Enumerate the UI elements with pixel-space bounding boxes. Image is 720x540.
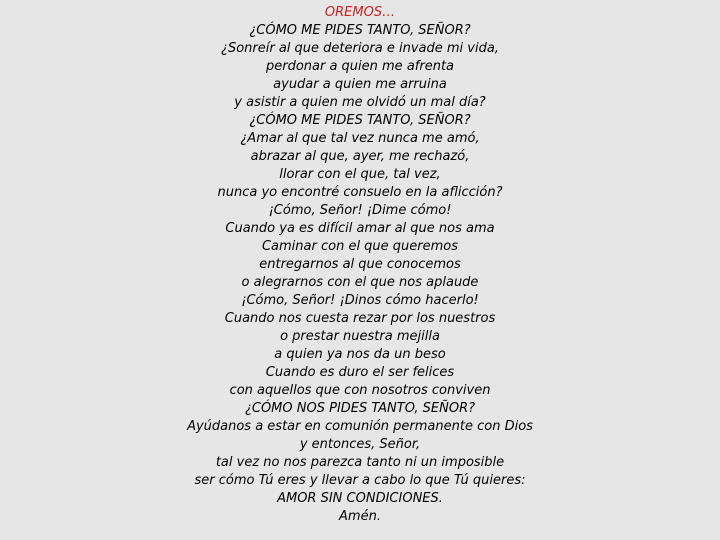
poem-line: Amén. bbox=[339, 509, 381, 524]
poem-line: nunca yo encontré consuelo en la aflicción? bbox=[217, 185, 503, 200]
poem-line: Cuando ya es difícil amar al que nos ama bbox=[225, 221, 495, 236]
poem-line: o prestar nuestra mejilla bbox=[280, 329, 440, 344]
poem-line: y asistir a quien me olvidó un mal día? bbox=[234, 95, 486, 110]
poem-line: abrazar al que, ayer, me rechazó, bbox=[250, 149, 470, 164]
poem-title: OREMOS… bbox=[324, 5, 396, 20]
poem-line: ¿CÓMO NOS PIDES TANTO, SEÑOR? bbox=[244, 401, 476, 416]
poem-line: perdonar a quien me afrenta bbox=[265, 59, 455, 74]
poem-line: Cuando nos cuesta rezar por los nuestros bbox=[224, 311, 496, 326]
poem-line: ¿Amar al que tal vez nunca me amó, bbox=[240, 131, 480, 146]
poem-line: Cuando es duro el ser felices bbox=[265, 365, 455, 380]
poem-line: ¿CÓMO ME PIDES TANTO, SEÑOR? bbox=[249, 113, 471, 128]
poem-line: con aquellos que con nosotros conviven bbox=[229, 383, 491, 398]
poem-line: ¿Sonreír al que deteriora e invade mi vida, bbox=[221, 41, 499, 56]
poem-line: ayudar a quien me arruina bbox=[273, 77, 447, 92]
poem-body bbox=[0, 22, 720, 526]
poem-line: ¡Cómo, Señor! ¡Dinos cómo hacerlo! bbox=[241, 293, 479, 308]
poem-line: o alegrarnos con el que nos aplaude bbox=[241, 275, 479, 290]
poem-line: llorar con el que, tal vez, bbox=[279, 167, 441, 182]
poem-line: tal vez no nos parezca tanto ni un imposible bbox=[215, 455, 505, 470]
poem-line: Ayúdanos a estar en comunión permanente con Dios bbox=[187, 419, 533, 434]
poem-line: entregarnos al que conocemos bbox=[259, 257, 461, 272]
poem-line: y entonces, Señor, bbox=[299, 437, 421, 452]
poem-line: Caminar con el que queremos bbox=[261, 239, 459, 254]
poem-line: ¿CÓMO ME PIDES TANTO, SEÑOR? bbox=[249, 23, 471, 38]
poem-line: ¡Cómo, Señor! ¡Dime cómo! bbox=[268, 203, 452, 218]
poem-line: ser cómo Tú eres y llevar a cabo lo que Tú quieres: bbox=[194, 473, 526, 488]
poem-line: a quien ya nos da un beso bbox=[274, 347, 446, 362]
poem-line: AMOR SIN CONDICIONES. bbox=[277, 491, 443, 506]
